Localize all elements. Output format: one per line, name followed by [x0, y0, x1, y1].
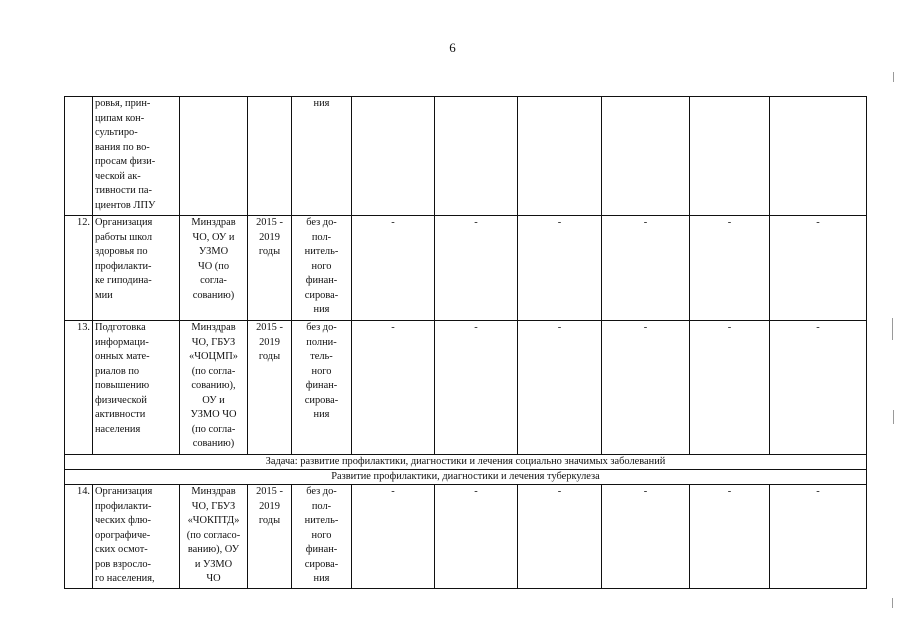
executor-text: Минздрав ЧО, ГБУЗ «ЧОЦМП» (по согла- сованию), ОУ и УЗМО ЧО (по согла- сованию)	[189, 322, 238, 449]
value-cell: -	[435, 216, 518, 321]
measure-name	[93, 485, 180, 589]
value-cell	[770, 97, 867, 216]
program-table	[64, 96, 867, 589]
measure-name-text: Организация работы школ здоровья по профилакти- ке гиподина- мии	[95, 217, 153, 301]
measure-name	[93, 216, 180, 321]
value-cell: -	[690, 485, 770, 589]
page-number: 6	[449, 40, 456, 55]
value-cell	[690, 97, 770, 216]
financing-source	[292, 485, 352, 589]
value-cell: -	[435, 321, 518, 455]
task-heading: Задача: развитие профилактики, диагностики и лечения социально значимых заболеваний	[65, 455, 867, 470]
value-cell: -	[770, 321, 867, 455]
executor	[180, 485, 248, 589]
value-cell: -	[352, 485, 435, 589]
value-cell: -	[352, 216, 435, 321]
row-number: 14.	[65, 485, 93, 589]
value-cell: -	[770, 216, 867, 321]
table-row	[65, 97, 867, 216]
executor	[180, 321, 248, 455]
executor	[180, 97, 248, 216]
executor	[180, 216, 248, 321]
table-row	[65, 485, 867, 589]
financing-text: ния	[313, 98, 330, 109]
table-body	[65, 97, 867, 589]
value-cell	[352, 97, 435, 216]
scan-artifact	[892, 598, 893, 608]
value-cell: -	[690, 321, 770, 455]
row-number: 12.	[65, 216, 93, 321]
value-cell: -	[352, 321, 435, 455]
scan-artifact	[893, 72, 894, 82]
value-cell: -	[602, 485, 690, 589]
period-text: 2015 - 2019 годы	[256, 217, 283, 257]
value-cell: -	[602, 216, 690, 321]
value-cell: -	[518, 321, 602, 455]
executor-text: Минздрав ЧО, ГБУЗ «ЧОКПТД» (по согласо- ванию), ОУ и УЗМО ЧО	[186, 486, 241, 584]
financing-text: без до- пол- нитель- ного финан- сирова- ния	[304, 486, 339, 584]
value-cell	[435, 97, 518, 216]
scan-artifact	[892, 318, 893, 340]
period-text: 2015 - 2019 годы	[256, 322, 283, 362]
section-heading-row	[65, 470, 867, 485]
row-number: 13.	[65, 321, 93, 455]
value-cell: -	[602, 321, 690, 455]
task-heading-row	[65, 455, 867, 470]
measure-name	[93, 321, 180, 455]
period	[248, 97, 292, 216]
period	[248, 321, 292, 455]
period	[248, 485, 292, 589]
table-row	[65, 321, 867, 455]
table-row	[65, 216, 867, 321]
period	[248, 216, 292, 321]
financing-text: без до- пол- нитель- ного финан- сирова- ния	[304, 217, 339, 315]
financing-source	[292, 321, 352, 455]
period-text: 2015 - 2019 годы	[256, 486, 283, 526]
financing-source	[292, 97, 352, 216]
financing-source	[292, 216, 352, 321]
measure-name-text: Подготовка информаци- онных мате- риалов по повышению физической активности населения	[95, 322, 150, 435]
financing-text: без до- полни- тель- ного финан- сирова- ния	[304, 322, 339, 420]
row-number	[65, 97, 93, 216]
value-cell	[602, 97, 690, 216]
value-cell	[518, 97, 602, 216]
value-cell: -	[518, 485, 602, 589]
measure-name-text: Организация профилакти- ческих флю- орографиче- ских осмот- ров взросло- го населения,	[95, 486, 155, 584]
measure-name	[93, 97, 180, 216]
section-heading: Развитие профилактики, диагностики и лечения туберкулеза	[65, 470, 867, 485]
value-cell: -	[770, 485, 867, 589]
executor-text: Минздрав ЧО, ОУ и УЗМО ЧО (по согла- сованию)	[191, 217, 236, 301]
value-cell: -	[435, 485, 518, 589]
scan-artifact	[893, 410, 894, 424]
measure-name-text: ровья, прин- ципам кон- сультиро- вания по во- просам физи- ческой ак- тивности па- циентов ЛПУ	[95, 98, 156, 211]
value-cell: -	[690, 216, 770, 321]
value-cell: -	[518, 216, 602, 321]
